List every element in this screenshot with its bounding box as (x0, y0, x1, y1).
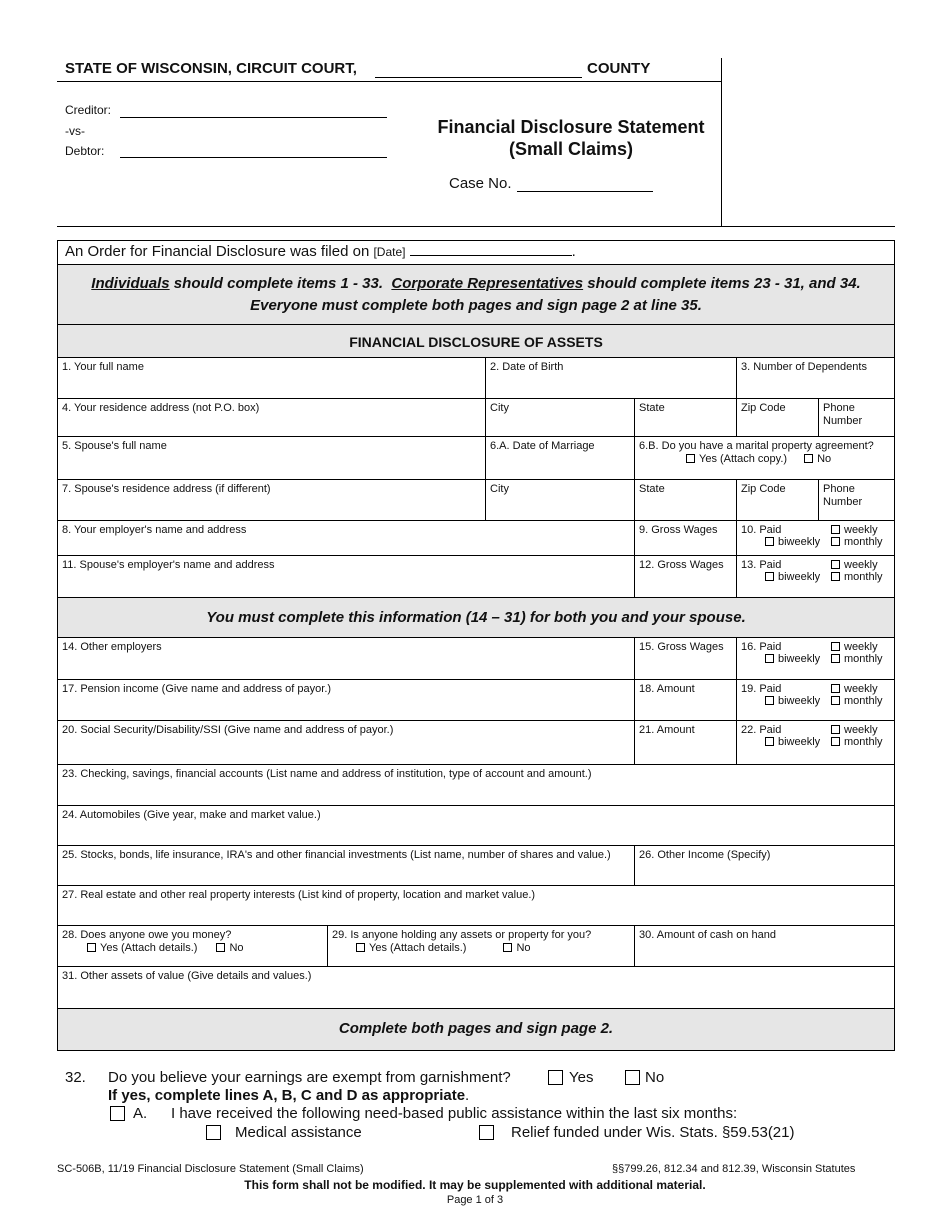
field-marital-agreement-label: 6.B. Do you have a marital property agreement? (639, 440, 874, 452)
q32-a-checkbox[interactable] (110, 1106, 125, 1121)
field-ss-amount-label: 21. Amount (639, 724, 695, 736)
assets-heading: FINANCIAL DISCLOSURE OF ASSETS (58, 325, 894, 358)
vs-label: -vs- (65, 124, 85, 138)
field-spouse-gross-wages[interactable] (635, 556, 737, 598)
marital-yes-label: Yes (Attach copy.) (699, 453, 788, 465)
field-cash-on-hand[interactable] (635, 926, 894, 967)
debtor-field-line[interactable] (120, 157, 387, 158)
field-other-assets-label: 31. Other assets of value (Give details and values.) (62, 970, 312, 982)
county-name-line[interactable] (375, 77, 582, 78)
field-paid-frequency (737, 521, 894, 556)
q32-question: Do you believe your earnings are exempt from garnishment? (108, 1069, 511, 1086)
field-date-of-birth[interactable] (486, 358, 737, 399)
field-residence-address-label: 4. Your residence address (not P.O. box) (62, 402, 260, 414)
field-real-estate-label: 27. Real estate and other real property interests (List kind of property, location and market value.) (62, 889, 536, 901)
order-period: . (571, 243, 576, 260)
q32-if-yes-period: . (465, 1087, 470, 1104)
biweekly-label: biweekly (778, 536, 821, 548)
medical-assistance-label: Medical assistance (235, 1124, 362, 1141)
field-spouse-phone-label: Phone Number (823, 483, 863, 508)
field-other-income-label: 26. Other Income (Specify) (639, 849, 771, 861)
form-title-line1: Financial Disclosure Statement (437, 117, 705, 137)
field-investments[interactable] (58, 846, 635, 886)
field-owed-money-label: 28. Does anyone owe you money? (62, 929, 232, 941)
monthly-label: monthly (844, 653, 883, 665)
monthly-label: monthly (844, 536, 883, 548)
field-automobiles[interactable] (58, 806, 894, 846)
field-spouse-zip-label: Zip Code (741, 483, 786, 495)
form-title (420, 116, 722, 160)
field-other-assets[interactable] (58, 967, 894, 1009)
field-pension-income-label: 17. Pension income (Give name and address of payor.) (62, 683, 332, 695)
field-date-of-marriage-label: 6.A. Date of Marriage (490, 440, 595, 452)
field-other-employers-label: 14. Other employers (62, 641, 162, 653)
biweekly-checkbox[interactable] (765, 654, 774, 663)
spouse-info-band: You must complete this information (14 – 31) for both you and your spouse. (58, 598, 894, 638)
weekly-label: weekly (844, 524, 878, 536)
court-caption-left: STATE OF WISCONSIN, CIRCUIT COURT, (65, 60, 357, 77)
field-phone-label: Phone Number (823, 402, 863, 427)
monthly-checkbox[interactable] (831, 654, 840, 663)
county-label: COUNTY (587, 60, 651, 77)
field-spouse-address-label: 7. Spouse's residence address (if different) (62, 483, 271, 495)
field-full-name-label: 1. Your full name (62, 361, 144, 373)
q32-a-text: I have received the following need-based public assistance within the last six months: (171, 1105, 738, 1122)
marital-yes-checkbox[interactable] (686, 454, 695, 463)
relief-checkbox[interactable] (479, 1125, 494, 1140)
q32-no-label: No (645, 1069, 665, 1086)
monthly-label: monthly (844, 695, 883, 707)
field-gross-wages-label: 9. Gross Wages (639, 524, 718, 536)
owed-no-checkbox[interactable] (216, 943, 225, 952)
monthly-checkbox[interactable] (831, 696, 840, 705)
held-no-checkbox[interactable] (503, 943, 512, 952)
biweekly-label: biweekly (778, 653, 821, 665)
q32-if-yes-text: If yes, complete lines A, B, C and D as appropriate (108, 1087, 466, 1104)
weekly-checkbox[interactable] (831, 525, 840, 534)
weekly-label: weekly (844, 683, 878, 695)
weekly-checkbox[interactable] (831, 725, 840, 734)
weekly-checkbox[interactable] (831, 684, 840, 693)
field-other-gross-wages[interactable] (635, 638, 737, 680)
field-marital-agreement (635, 437, 894, 480)
field-spouse-employer[interactable] (58, 556, 635, 598)
field-ss-amount[interactable] (635, 721, 737, 765)
debtor-label: Debtor: (65, 144, 105, 158)
owed-no-label: No (229, 942, 244, 954)
case-no-label: Case No. (449, 175, 512, 192)
spouse-paid-label: 13. Paid (741, 559, 782, 571)
field-spouse-zip[interactable] (737, 480, 819, 521)
field-other-employers[interactable] (58, 638, 635, 680)
complete-pages-band: Complete both pages and sign page 2. (58, 1009, 894, 1050)
field-state[interactable] (635, 399, 737, 437)
field-automobiles-label: 24. Automobiles (Give year, make and market value.) (62, 809, 321, 821)
q32-if-yes (108, 1087, 469, 1104)
field-investments-label: 25. Stocks, bonds, life insurance, IRA's and other financial investments (List name, number of shares and value.) (62, 849, 611, 861)
field-dependents-label: 3. Number of Dependents (741, 361, 867, 373)
field-spouse-city[interactable] (486, 480, 635, 521)
monthly-checkbox[interactable] (831, 537, 840, 546)
form-title-line2: (Small Claims) (508, 139, 634, 159)
field-other-gross-wages-label: 15. Gross Wages (639, 641, 724, 653)
disclosure-form-grid (57, 240, 895, 1051)
field-spouse-name[interactable] (58, 437, 486, 480)
field-gross-wages[interactable] (635, 521, 737, 556)
field-zip[interactable] (737, 399, 819, 437)
relief-label: Relief funded under Wis. Stats. §59.53(21) (511, 1124, 795, 1141)
owed-yes-checkbox[interactable] (87, 943, 96, 952)
footer-statutes: §§799.26, 812.34 and 812.39, Wisconsin Statutes (612, 1163, 856, 1175)
weekly-checkbox[interactable] (831, 560, 840, 569)
field-spouse-gross-wages-label: 12. Gross Wages (639, 559, 724, 571)
pension-paid-label: 19. Paid (741, 683, 782, 695)
footer-page-number: Page 1 of 3 (446, 1194, 504, 1206)
field-assets-held (328, 926, 635, 967)
instructions-individuals: Individuals (91, 275, 170, 292)
footer-form-id: SC-506B, 11/19 Financial Disclosure Statement (Small Claims) (57, 1163, 364, 1175)
field-spouse-city-label: City (490, 483, 509, 495)
weekly-label: weekly (844, 724, 878, 736)
other-paid-label: 16. Paid (741, 641, 782, 653)
order-text: An Order for Financial Disclosure was filed on (65, 243, 370, 260)
field-employer[interactable] (58, 521, 635, 556)
marital-no-checkbox[interactable] (804, 454, 813, 463)
field-owed-money (58, 926, 328, 967)
field-date-of-birth-label: 2. Date of Birth (490, 361, 564, 373)
biweekly-checkbox[interactable] (765, 537, 774, 546)
field-social-security-label: 20. Social Security/Disability/SSI (Give name and address of payor.) (62, 724, 394, 736)
assets-held-options (332, 942, 630, 955)
biweekly-label: biweekly (778, 695, 821, 707)
biweekly-checkbox[interactable] (765, 572, 774, 581)
field-ss-paid-frequency (737, 721, 894, 765)
monthly-label: monthly (844, 736, 883, 748)
creditor-field-line[interactable] (120, 117, 387, 118)
court-caption (65, 60, 357, 77)
field-dependents[interactable] (737, 358, 894, 399)
case-no-field-line[interactable] (517, 191, 653, 192)
instructions-part2: should complete items 23 - 31, and 34. (583, 275, 861, 292)
field-spouse-phone[interactable] (819, 480, 894, 521)
biweekly-label: biweekly (778, 736, 821, 748)
field-city[interactable] (486, 399, 635, 437)
q32-no-checkbox[interactable] (625, 1070, 640, 1085)
field-spouse-employer-label: 11. Spouse's employer's name and address (62, 559, 275, 571)
field-assets-held-label: 29. Is anyone holding any assets or property for you? (332, 929, 592, 941)
instructions-corporate: Corporate Representatives (391, 275, 584, 292)
weekly-checkbox[interactable] (831, 642, 840, 651)
owed-money-options (62, 942, 323, 955)
field-other-income[interactable] (635, 846, 894, 886)
field-social-security[interactable] (58, 721, 635, 765)
instructions-band (58, 265, 894, 325)
field-financial-accounts[interactable] (58, 765, 894, 806)
field-spouse-address[interactable] (58, 480, 486, 521)
held-yes-checkbox[interactable] (356, 943, 365, 952)
field-spouse-paid-frequency (737, 556, 894, 598)
field-pension-amount[interactable] (635, 680, 737, 721)
instructions-line2: Everyone must complete both pages and sign page 2 at line 35. (250, 297, 702, 314)
field-real-estate[interactable] (58, 886, 894, 926)
biweekly-checkbox[interactable] (765, 737, 774, 746)
field-pension-amount-label: 18. Amount (639, 683, 695, 695)
field-other-paid-frequency (737, 638, 894, 680)
weekly-label: weekly (844, 559, 878, 571)
owed-yes-label: Yes (Attach details.) (100, 942, 198, 954)
footer-notice: This form shall not be modified. It may be supplemented with additional material. (244, 1178, 706, 1192)
field-spouse-state[interactable] (635, 480, 737, 521)
field-phone[interactable] (819, 399, 894, 437)
marital-no-label: No (817, 453, 832, 465)
biweekly-checkbox[interactable] (765, 696, 774, 705)
q32-yes-label: Yes (569, 1069, 594, 1086)
monthly-checkbox[interactable] (831, 737, 840, 746)
header-bottom-rule (57, 226, 895, 227)
held-no-label: No (516, 942, 531, 954)
field-spouse-state-label: State (639, 483, 665, 495)
field-residence-address[interactable] (58, 399, 486, 437)
field-full-name[interactable] (58, 358, 486, 399)
field-pension-income[interactable] (58, 680, 635, 721)
q32-yes-checkbox[interactable] (548, 1070, 563, 1085)
order-row (58, 241, 894, 265)
q32-a-label: A. (133, 1105, 148, 1122)
field-employer-label: 8. Your employer's name and address (62, 524, 247, 536)
weekly-label: weekly (844, 641, 878, 653)
paid-label: 10. Paid (741, 524, 782, 536)
marital-agreement-options (639, 453, 890, 466)
field-cash-on-hand-label: 30. Amount of cash on hand (639, 929, 776, 941)
order-date-placeholder: [Date] (373, 245, 406, 259)
instructions-part1: should complete items 1 - 33. (169, 275, 392, 292)
field-pension-paid-frequency (737, 680, 894, 721)
field-spouse-name-label: 5. Spouse's full name (62, 440, 167, 452)
header-rule (57, 81, 721, 82)
biweekly-label: biweekly (778, 571, 821, 583)
order-date-field[interactable] (410, 243, 572, 256)
held-yes-label: Yes (Attach details.) (369, 942, 467, 954)
field-zip-label: Zip Code (741, 402, 786, 414)
monthly-label: monthly (844, 571, 883, 583)
field-city-label: City (490, 402, 509, 414)
q32-number: 32. (65, 1069, 86, 1086)
instructions-line1 (58, 273, 894, 295)
field-date-of-marriage[interactable] (486, 437, 635, 480)
field-state-label: State (639, 402, 665, 414)
medical-assistance-checkbox[interactable] (206, 1125, 221, 1140)
field-financial-accounts-label: 23. Checking, savings, financial accounts (List name and address of institution, type of account and amount.) (62, 768, 592, 780)
ss-paid-label: 22. Paid (741, 724, 782, 736)
creditor-label: Creditor: (65, 103, 112, 117)
monthly-checkbox[interactable] (831, 572, 840, 581)
